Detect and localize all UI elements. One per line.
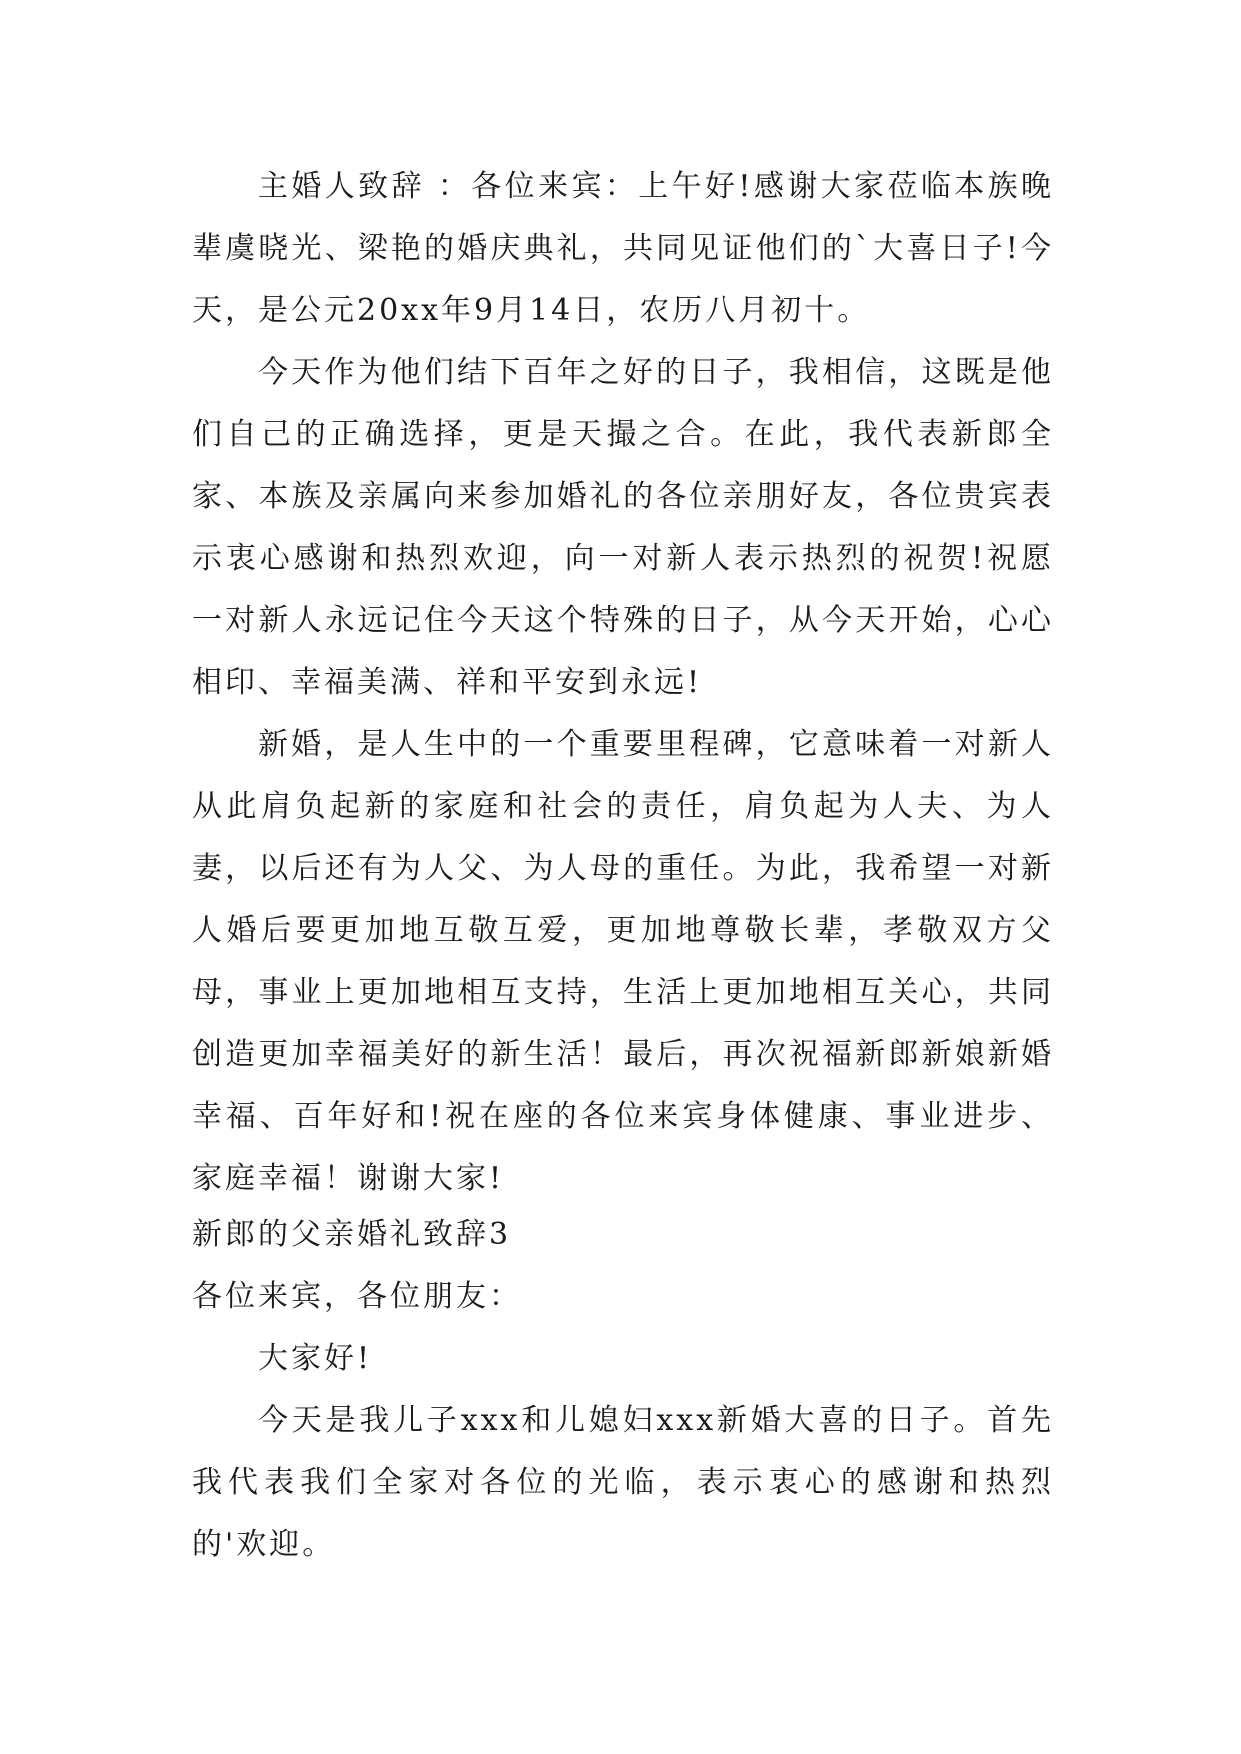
paragraph-opening: 主婚人致辞 ：各位来宾：上午好!感谢大家莅临本族晚辈虞晓光、梁艳的婚庆典礼，共同见证他们的`大喜日子!今天，是公元20xx年9月14日，农历八月初十。 xyxy=(192,169,1054,328)
section-title: 新郎的父亲婚礼致辞3 xyxy=(192,1217,512,1252)
paragraph-hopes: 新婚，是人生中的一个重要里程碑，它意味着一对新人从此肩负起新的家庭和社会的责任，肩负起为人夫、为人妻，以后还有为人父、为人母的重任。为此，我希望一对新人婚后要更加地互敬互爱，更加地尊敬长辈，孝敬双方父母，事业上更加地相互支持，生活上更加地相互关心，共同创造更加幸福美好的新生活！最后，再次祝福新郎新娘新婚幸福、百年好和!祝在座的各位来宾身体健康、事业进步、家庭幸福！谢谢大家! xyxy=(192,727,1054,1196)
paragraph-welcome: 今天是我儿子xxx和儿媳妇xxx新婚大喜的日子。首先我代表我们全家对各位的光临，表示衷心的感谢和热烈的'欢迎。 xyxy=(192,1403,1054,1562)
speech-section-1 xyxy=(192,156,1054,1210)
speech-section-2 xyxy=(192,1204,1054,1576)
paragraph-blessing: 今天作为他们结下百年之好的日子，我相信，这既是他们自己的正确选择，更是天撮之合。在此，我代表新郎全家、本族及亲属向来参加婚礼的各位亲朋好友，各位贵宾表示衷心感谢和热烈欢迎，向一对新人表示热烈的祝贺!祝愿一对新人永远记住今天这个特殊的日子，从今天开始，心心相印、幸福美满、祥和平安到永远! xyxy=(192,355,1054,700)
salutation: 各位来宾，各位朋友： xyxy=(192,1279,522,1314)
paragraph-greeting: 大家好! xyxy=(258,1341,373,1376)
